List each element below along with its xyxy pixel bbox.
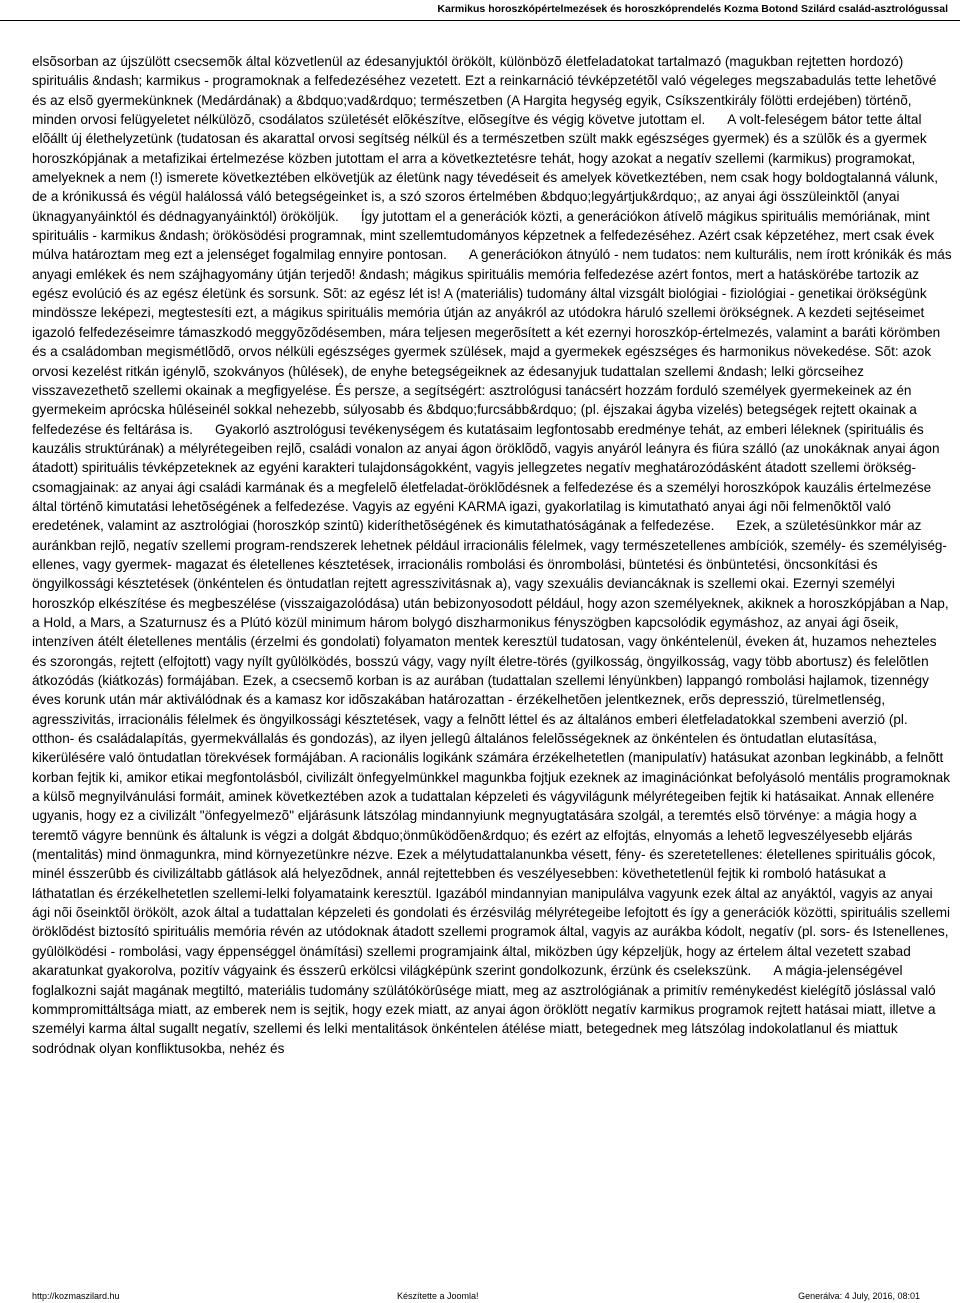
page-header [0, 0, 960, 21]
footer-generated-date: Generálva: 4 July, 2016, 08:01 [798, 1291, 920, 1301]
footer-credit: Készítette a Joomla! [397, 1291, 479, 1301]
article-paragraph: Így jutottam el a generációk közti, a generációkon átívelõ mágikus spirituális memóriának, mint spirituális - karmikus &ndash; örökösödési programnak, mint szellemtudományos képzetnek a felfedezéséhez. Azért csak képzetéhez, mert csak évek múlva határoztam meg ezt a jelenséget fogalmilag ennyire pontosan. [32, 208, 935, 263]
article-paragraph: elsõsorban az újszülött csecsemõk által közvetlenül az édesanyjuktól örökölt, különbözõ életfeladatokat tartalmazó (magukban rejtetten hordozó) spirituális &ndash; karmikus - programoknak a felfedezéséhez vezetett. Ezt a reinkarnáció tévképzetétõl való végeleges megszabadulás tette lehetõvé és az elsõ gyermekünknek (Medárdának) a &bdquo;vad&rdquo; természetben (A Hargita hegység egyik, Csíkszentkirály fölötti erdejében) történõ, minden orvosi felügyeletet nélkülözõ, csodálatos születését elõkészítve, elõsegítve és végig követve jutottam el. [32, 54, 937, 128]
article-paragraph: A mágia-jelenségével foglalkozni saját magának megtiltó, materiális tudomány szülátókörûsége miatt, meg az asztrológiának a primitív reménykedést kielégítõ jóslással való kommpromittáltsága miatt, az emberek nem is sejtik, hogy ezek miatt, az anyai ágon öröklött negatív karmikus programok rejtett hatásai miatt, illetve a személyi karma által sugallt negatív, szellemi és lelki mentalitások önkéntelen átélése miatt, betegednek meg látszólag indokolatlanul és miattuk sodródnak olyan konfliktusokba, nehéz és [32, 963, 936, 1056]
article-paragraph: Gyakorló asztrológusi tevékenységem és kutatásaim legfontosabb eredménye tehát, az emberi léleknek (spirituális és kauzális struktúrának) a mélyrétegeiben rejlõ, családi vonalon az anyai ágon öröklõdõ, vagyis anyáról leányra és fiúra szálló (az unokáknak anyai ágon átadott) spirituális tévképzeteknek az egyéni karakteri tulajdonságokként, vagyis jellegzetes negatív meghatározódásként átadott szellemi örökség-csomagjainak: az anyai ági családi karmának és a megfelelõ életfeladat-öröklõdésnek a felfedezése és a személyi horoszkópok kauzális értelmezése által történõ kimutatási lehetõségének a felfedezése. Vagyis az egyéni KARMA igazi, gyakorlatilag is kimutatható anyai ági nõi felmenõktõl való eredetének, valamint az asztrológiai (horoszkóp szintû) kideríthetõségének és kimutathatóságának a felfedezése. [32, 421, 940, 534]
article-paragraph: A volt-feleségem bátor tette által elõállt új élethelyzetünk (tudatosan és akarattal orvosi segítség nélkül és a természetben szült makk egészséges gyermek) és a szülõk és a gyermek horoszkópjának a metafizikai értelmezése közben jutottam el arra a következtetésre tehát, hogy azokat a negatív szellemi (karmikus) programokat, amelyeknek a nem (!) ismerete következtében elkövetjük az életünk nagy tévedéseit és amelyek következtében, nem csak hogy boldogtalanná válunk, de a krónikussá és végül halálossá váló betegségeinket is, a szó szoros értelmében &bdquo;legyártjuk&rdquo;, az anyai ági összüleinktõl (anyai üknagyanyáinktól és dédnagyanyáinktól) örököljük. [32, 112, 939, 224]
article-paragraph: A generációkon átnyúló - nem tudatos: nem kulturális, nem írott krónikák és más anyagi emlékek és nem szájhagyomány útján terjedõ! &ndash; mágikus spirituális memória felfedezése azért fontos, mert a hatáskörébe tartozik az egész evolúció és az egész életünk és sorsunk. Sõt: az egész lét is! A (materiális) tudomány által vizsgált biológiai - fiziológiai - genetikai örökségünk mindössze leképezi, megtestesíti ezt, a mágikus spirituális memória útján az anyákról az utódokra háruló szellemi örökségnek. A kezdeti sejtéseimet igazoló felfedezéseimre támaszkodó meggyõzõdésemben, mára teljesen megerõsített a két ezernyi horoszkóp-értelmezés, valamint a baráti körömben és a családomban megismétlõdõ, orvos nélküli egészséges gyermek szülések, majd a gyermekek egészséges és harmonikus növekedése. Sõt: azok orvosi kezelést ritkán igénylõ, szokványos (hûlések), de enyhe betegségeiknek az édesanyjuk tudattalan szellemi &ndash; lelki görcseihez visszavezethetõ szellemi okainak a megfigyelése. És persze, a segítségért: asztrológusi tanácsért hozzám forduló személyek gyermekeinek az én gyermekeim aprócska hûléseinél sokkal nehezebb, súlyosabb és &bdquo;furcsább&rdquo; (pl. éjszakai ágyba vizelés) betegségek rejtett okainak a felfedezése és feltárása is. [32, 247, 952, 437]
page-footer [32, 1289, 928, 1303]
site-title: Karmikus horoszkópértelmezések és horoszkóprendelés Kozma Botond Szilárd család-asztrológussal [437, 3, 948, 15]
article-paragraph: Ezek, a születésünkkor már az auránkban rejlõ, negatív szellemi program-rendszerek lehetnek például irracionális félelmek, vagy természetellenes ambíciók, személy- és személyiség-ellenes, vagy gyermek- magazat és életellenes késztetések, irracionális rombolási és önrombolási, büntetési és önbüntetési, öncsonkítási és öngyilkossági késztetések (önkéntelen és öntudatlan rejtett agresszivitásnak a), vagy szexuális deviancáknak is szellemi okai. Ezernyi személyi horoszkóp elkészítése és megbeszélése (visszaigazolódása) után bebizonyosodott például, hogy azon személyeknek, akiknek a horoszkópjában a Nap, a Hold, a Mars, a Szaturnusz és a Plútó közül minimum három bolygó diszharmonikus fényszögben kapcsolódik egymáshoz, az anyai ági õseik, intenzíven átélt életellenes mentális (érzelmi és gondolati) folyamaton mentek keresztül tudatosan, vagy önkéntelenül, éveken át, huzamos nehezteles és szorongás, rejtett (elfojtott) vagy nyílt gyûlölködés, bosszú vágy, vagy nyílt életre-törés (gyilkosság, öngyilkosság, vagy több abortusz) és felelõtlen átkozódás (kiátkozás) formájában. Ezek, a csecsemõ korban is az aurában (tudattalan szellemi lényünkben) lappangó rombolási hajlamok, tizennégy éves korunk után már aktiválódnak és a kamasz kor idõszakában határozattan - érzékelhetõen jelentkeznek, erõs depresszió, türelmetlenség, agresszivitás, irracionális félelmek és öngyilkossági késztetések, vagy a felnõtt léttel és az általános emberi életfeladatokkal szembeni averzió (pl. otthon- és családalapítás, gyermekvállalás és gondozás), az ilyen jellegû általános felelõsségeknek az önkéntelen és öntudatlan elutasítása, kikerülésére való öntudatlan törekvések formájában. A racionális logikánk számára érzékelhetetlen (manipulatív) hatásukat azonban legkinább, a felnõtt korban fejtik ki, amikor etikai megfontolásból, civilizált önfegyelmünkkel magunkba fojtjuk ezeknek az imaginációnkat befolyásoló mentális programoknak a külsõ megnyilvánulási formáit, aminek következtében azok a tudattalan képzeleti és vágyvilágunk mélyrétegeiben fejtik ki hatásaikat. Annak ellenére ugyanis, hogy ez a civilizált "önfegyelmezõ" eljárásunk látszólag mindannyiunk megnyugtatására szolgál, a teremtés elsõ törvénye: a mágia hogy a teremtõ vágyre bennünk és általunk is végzi a dolgát &bdquo;önmûködõen&rdquo; és ezért az elfojtás, elnyomás a lehetõ legveszélyesebb eljárás (mentalitás) mind önmagunkra, mind környezetünkre nézve. Ezek a mélytudattalanunkba vésett, fény- és szeretetellenes: életellenes spirituális gócok, minél ésszerûbb és civilizáltabb gátlások alá helyezõdnek, annál rejtettebben és veszélyesebben: követhetetlenül fejtik ki romboló hatásukat a láthatatlan és érzékelhetetlen szellemi-lelki folyamataink keresztül. Igazából mindannyian manipulálva vagyunk ezek által az anyáktól, vagyis az anyai ági nõi õseinktõl örökölt, azok által a tudattalan képzeleti és gondolati és érzésvilág mélyrétegeibe lefojtott és így a generációk közötti, spirituális szellemi öröklõdést biztosító spirituális memória révén az utódoknak átadott szellemi programok által, vagyis az aurákba kódolt, negatív (pl. sors- és Istenellenes, gyûlölködési - rombolási, vagy éppenséggel önámítási) szellemi programjaink által, miközben úgy képzeljük, hogy az értelem által vezetett szabad akaratunkat gyakorolva, pozitív vágyaink és ésszerû erkölcsi világképünk szerint gondolkozunk, érzünk és cselekszünk. [32, 518, 951, 979]
footer-site-link[interactable]: http://kozmaszilard.hu [32, 1291, 120, 1301]
article-body [32, 52, 952, 1282]
